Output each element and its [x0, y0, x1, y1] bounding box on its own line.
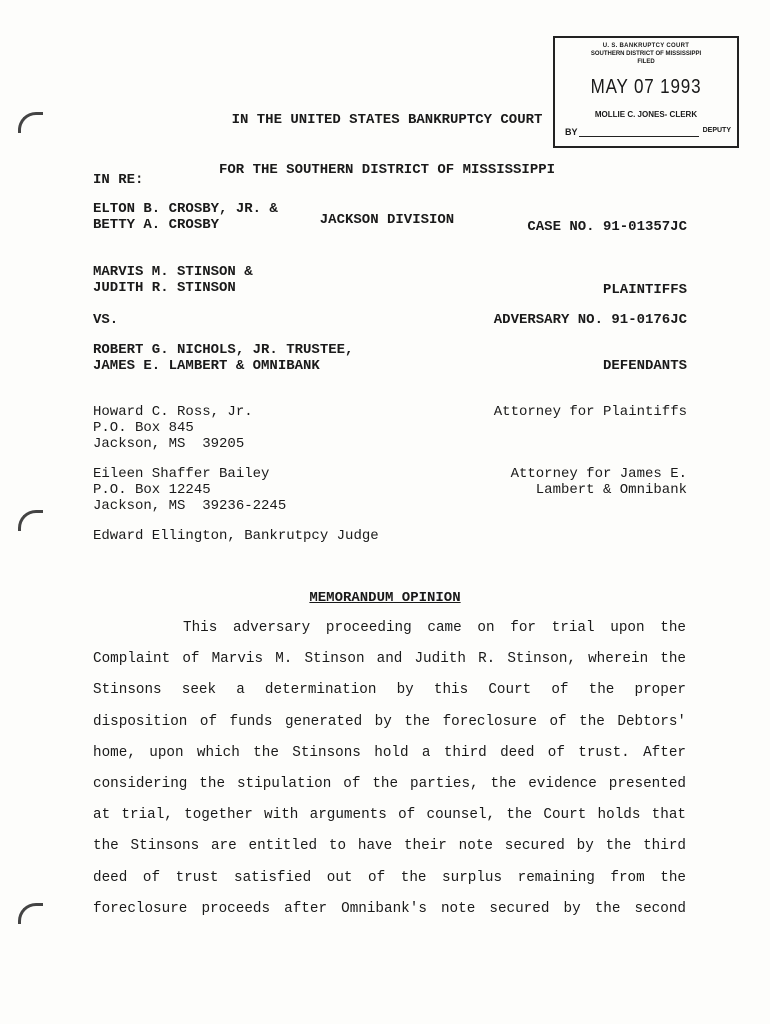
opinion-body — [93, 613, 686, 925]
debtor-name-1: ELTON B. CROSBY, JR. & — [93, 201, 278, 217]
body-line: Stinsons seek a determination by this Court of the proper — [93, 682, 686, 699]
plaintiff-name-1: MARVIS M. STINSON & — [93, 264, 253, 280]
body-line: home, upon which the Stinsons hold a third deed of trust. After — [93, 744, 686, 761]
hole-punch-mark-1 — [18, 112, 43, 133]
body-line: This adversary proceeding came on for trial upon the — [183, 620, 686, 636]
stamp-court-line2: SOUTHERN DISTRICT OF MISSISSIPPI — [590, 51, 702, 57]
case-number: CASE NO. 91-01357JC — [527, 219, 687, 235]
stamp-by: BY — [565, 127, 578, 137]
body-line: the Stinsons are entitled to have their note secured by the third — [93, 838, 686, 855]
defendant-name-2: JAMES E. LAMBERT & OMNIBANK — [93, 358, 320, 374]
body-line: disposition of funds generated by the foreclosure of the Debtors' — [93, 713, 686, 730]
body-line: Complaint of Marvis M. Stinson and Judith R. Stinson, wherein the — [93, 651, 686, 668]
attorney1-role: Attorney for Plaintiffs — [493, 404, 687, 420]
attorney2-city: Jackson, MS 39236-2245 — [93, 498, 287, 514]
plaintiff-name-2: JUDITH R. STINSON — [93, 280, 236, 296]
defendants-label: DEFENDANTS — [602, 358, 687, 374]
opinion-title: MEMORANDUM OPINION — [309, 590, 461, 606]
body-line: considering the stipulation of the parties, the evidence presented — [93, 775, 686, 792]
attorney2-role-line2: Lambert & Omnibank — [535, 482, 687, 498]
body-line: at trial, together with arguments of counsel, the Court holds that — [93, 807, 686, 824]
defendant-name-1: ROBERT G. NICHOLS, JR. TRUSTEE, — [93, 342, 354, 358]
stamp-court-line1: U. S. BANKRUPTCY COURT — [602, 43, 690, 49]
plaintiffs-label: PLAINTIFFS — [602, 282, 687, 298]
attorney2-role-line1: Attorney for James E. — [510, 466, 687, 482]
attorney1-city: Jackson, MS 39205 — [93, 436, 245, 452]
stamp-date: MAY 07 1993 — [590, 76, 702, 98]
stamp-deputy: DEPUTY — [702, 127, 731, 134]
attorney1-name: Howard C. Ross, Jr. — [93, 404, 253, 420]
attorney2-address: P.O. Box 12245 — [93, 482, 211, 498]
debtor-name-2: BETTY A. CROSBY — [93, 217, 220, 233]
attorney2-name: Eileen Shaffer Bailey — [93, 466, 270, 482]
adversary-number: ADVERSARY NO. 91-0176JC — [493, 312, 687, 328]
body-line: foreclosure proceeds after Omnibank's note secured by the second — [93, 900, 686, 917]
attorney1-address: P.O. Box 845 — [93, 420, 194, 436]
hole-punch-mark-3 — [18, 903, 43, 924]
in-re-heading: IN RE: — [93, 172, 144, 188]
caption-line-2: FOR THE SOUTHERN DISTRICT OF MISSISSIPPI — [218, 162, 556, 178]
hole-punch-mark-2 — [18, 510, 43, 531]
versus-label: VS. — [93, 312, 119, 328]
stamp-filed: FILED — [637, 59, 655, 65]
caption-line-1: IN THE UNITED STATES BANKRUPTCY COURT — [231, 112, 543, 128]
stamp-clerk: MOLLIE C. JONES- CLERK — [594, 110, 698, 119]
filed-stamp — [553, 36, 739, 148]
body-line: deed of trust satisfied out of the surplus remaining from the — [93, 869, 686, 886]
stamp-signature-line — [579, 136, 699, 137]
judge-name: Edward Ellington, Bankrutpcy Judge — [93, 528, 379, 544]
caption-line-3: JACKSON DIVISION — [319, 212, 455, 228]
